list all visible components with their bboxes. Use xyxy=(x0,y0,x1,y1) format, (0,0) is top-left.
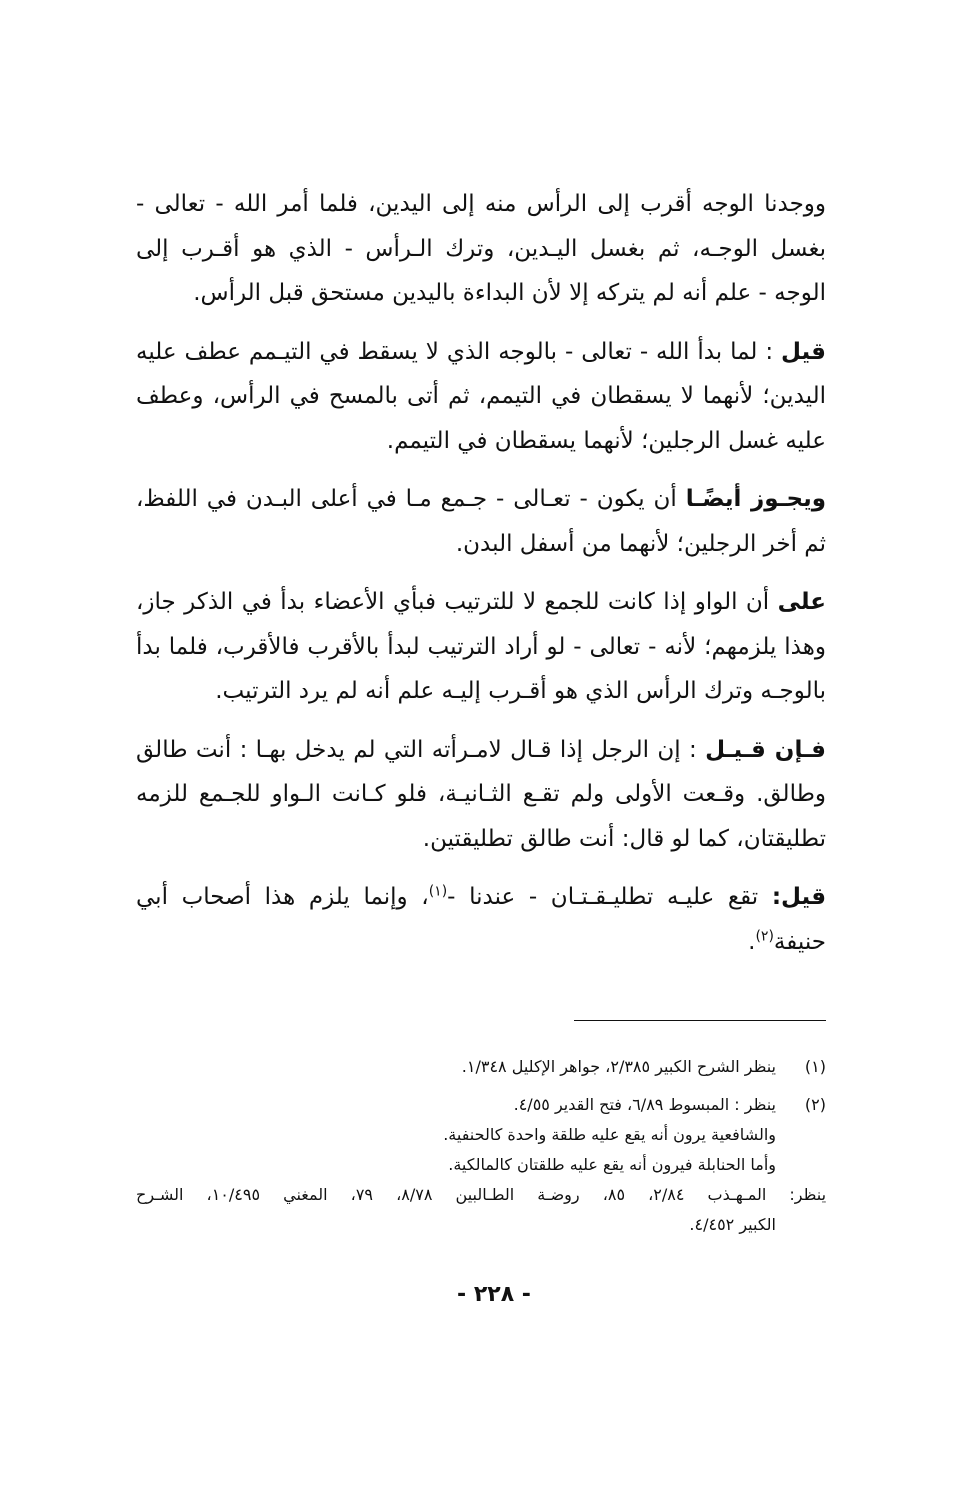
paragraph-6-text-2: ، وإنما يلزم هذا أصحاب أبي حنيفة xyxy=(136,884,826,955)
footnote-2 xyxy=(136,1090,826,1240)
paragraph-2-text: : لما بدأ الله - تعالى - بالوجه الذي لا يسقط في التيـمم عطف عليه اليدين؛ لأنهما لا يسقطان في التيمم، ثم أتى بالمسح في الرأس، وعطف عليه غسل الرجلين؛ لأنهما يسقطان في التيمم. xyxy=(136,338,826,454)
paragraph-6 xyxy=(136,875,826,964)
footnote-2-number: (٢) xyxy=(804,1095,826,1114)
paragraph-5-text: : إن الرجل إذا قـال لامـرأته التي لم يدخل بهـا : أنت طالق وطالق. وقـعت الأولى ولم تقـع الثـانيـة، فلو كـانت الـواو للجـمع للزمه تطليقتان، كما لو قال: أنت طالق تطليقتين. xyxy=(136,736,826,852)
paragraph-4-text: أن الواو إذا كانت للجمع لا للترتيب فبأي الأعضاء بدأ في الذكر جاز، وهذا يلزمهم؛ لأنه - تعالى - لو أراد الترتيب لبدأ بالأقرب فالأقرب، فلما بدأ بالوجـه وترك الرأس الذي هو أقـرب إليـه علم أنه لم يرد الترتيب. xyxy=(136,589,826,704)
main-text xyxy=(136,182,826,978)
footnote-2-line-3: وأما الحنابلة فيرون أنه يقع عليه طلقتان كالمالكية. xyxy=(448,1155,776,1174)
paragraph-3 xyxy=(136,477,826,566)
paragraph-6-text-3: . xyxy=(748,928,756,955)
footnote-ref-1[interactable]: (١) xyxy=(428,883,448,900)
footnotes xyxy=(136,1052,826,1248)
footnote-2-line-2: والشافعية يرون أنه يقع عليه طلقة واحدة كالحنفية. xyxy=(443,1125,776,1144)
paragraph-1 xyxy=(136,182,826,316)
footnote-2-line-5: الكبير ٤/٤٥٢. xyxy=(689,1215,776,1234)
footnote-divider xyxy=(574,1020,826,1021)
paragraph-5-lead: فـإن قـيـل xyxy=(705,736,826,763)
footnote-2-line-4: ينظر: المـهـذب ٢/٨٤، ٨٥، روضـة الطـالبين ٨/٧٨، ٧٩، المغني ١٠/٤٩٥، الشـرح xyxy=(136,1185,827,1204)
paragraph-2 xyxy=(136,330,826,464)
paragraph-3-lead: ويجـوز أيضًـا xyxy=(685,486,827,512)
paragraph-2-lead: قيل xyxy=(781,338,826,365)
footnote-2-line-1: ينظر : المبسوط ٦/٨٩، فتح القدير ٤/٥٥. xyxy=(513,1095,776,1114)
paragraph-5 xyxy=(136,728,826,862)
paragraph-3-text: أن يكون - تعـالى - جـمع مـا في أعلى البـدن في اللفظ، ثم أخر الرجلين؛ لأنهما من أسفل البدن. xyxy=(136,486,826,557)
footnote-1-number: (١) xyxy=(804,1057,826,1076)
footnote-1-line-1: ينظر الشرح الكبير ٢/٣٨٥، جواهر الإكليل ١/٣٤٨. xyxy=(461,1057,776,1076)
paragraph-6-text: تقع عليـه تطليـقـتـان - عندنا - xyxy=(447,884,772,910)
paragraph-4 xyxy=(136,580,826,714)
paragraph-4-lead: على xyxy=(777,589,826,615)
paragraph-6-lead: قيل: xyxy=(771,884,827,910)
paragraph-1-text: ووجدنا الوجه أقرب إلى الرأس منه إلى اليدين، فلما أمر الله - تعالى - بغسل الوجـه، ثم بغسل اليـدين، وترك الـرأس - الذي هو أقـرب إلى الوجه - علم أنه لم يتركه إلا لأن البداءة باليدين مستحق قبل الرأس. xyxy=(136,191,826,306)
footnote-ref-2[interactable]: (٢) xyxy=(755,927,774,944)
footnote-1 xyxy=(136,1052,826,1082)
page-number: - ٢٢٨ - xyxy=(457,1282,531,1307)
